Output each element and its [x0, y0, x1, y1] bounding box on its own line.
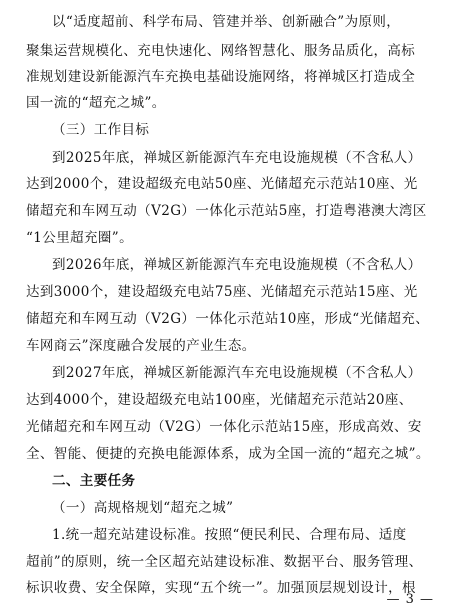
section-heading: （三）工作目标: [52, 122, 150, 138]
text-line: 国一流的“超充之城”。: [26, 95, 166, 111]
subsection-heading: （一）高规格规划“超充之城”: [52, 500, 234, 516]
text-line: 储超充和车网互动（V2G）一体化示范站10座，形成“光储超充、: [26, 311, 430, 327]
text-line: 光储超充和车网互动（V2G）一体化示范站15座，形成高效、安: [26, 419, 422, 435]
text-line: 达到4000个，建设超级充电站100座，光储超充示范站20座、: [26, 392, 413, 408]
text-line: 储超充和车网互动（V2G）一体化示范站5座，打造粤港澳大湾区: [26, 203, 427, 219]
text-line: 准规划建设新能源汽车充换电基础设施网络，将禅城区打造成全: [26, 69, 416, 85]
text-line: 聚集运营规模化、充电快速化、网络智慧化、服务品质化，高标: [26, 43, 416, 59]
text-line: 到2025年底，禅城区新能源汽车充电设施规模（不含私人）: [52, 150, 422, 166]
page-number: — 3 —: [386, 592, 434, 607]
text-line: 全、智能、便捷的充换电能源体系，成为全国一流的“超充之城”。: [26, 446, 430, 462]
main-heading: 二、主要任务: [52, 473, 136, 489]
text-line: 标识收费、安全保障，实现“五个统一”。加强顶层规划设计，根: [26, 580, 416, 596]
text-line: 到2027年底，禅城区新能源汽车充电设施规模（不含私人）: [52, 365, 422, 381]
text-line: 到2026年底，禅城区新能源汽车充电设施规模（不含私人）: [52, 257, 422, 273]
text-line: 达到2000个，建设超级充电站50座、光储超充示范站10座、光: [26, 176, 418, 192]
text-line: 以“适度超前、科学布局、管建并举、创新融合”为原则，: [52, 14, 401, 30]
text-line: “1公里超充圈”。: [26, 230, 133, 246]
text-line: 达到3000个，建设超级充电站75座、光储超充示范站15座、光: [26, 284, 418, 300]
text-line: 超前”的原则，统一全区超充站建设标准、数据平台、服务管理、: [26, 554, 423, 570]
text-line: 车网商云”深度融合发展的产业生态。: [26, 338, 256, 354]
text-line: 1.统一超充站建设标准。按照“便民利民、合理布局、适度: [52, 527, 407, 543]
